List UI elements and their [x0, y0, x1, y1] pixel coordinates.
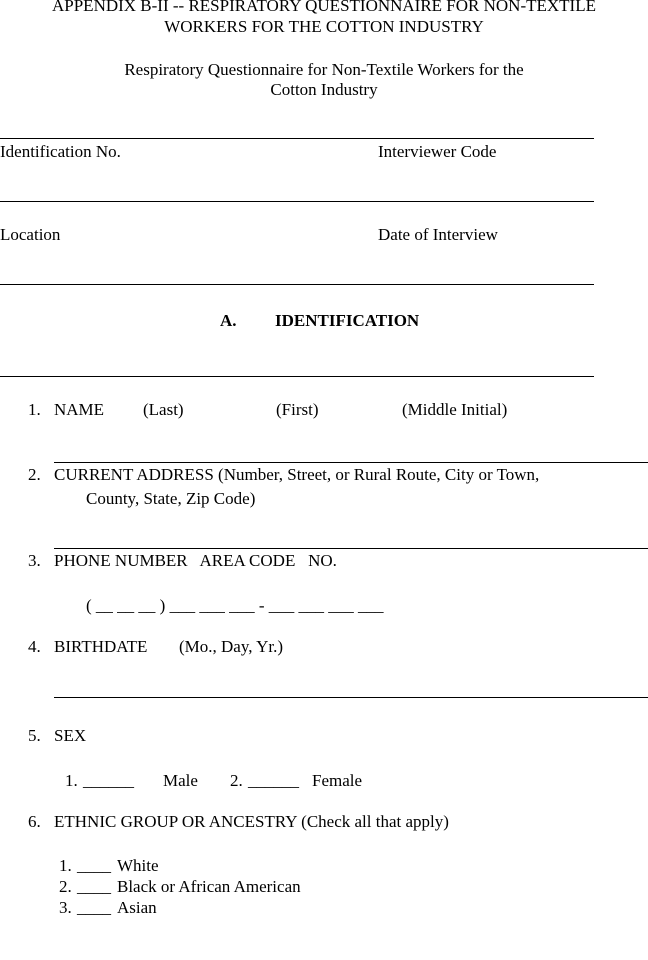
address-answer-line[interactable] [54, 548, 648, 549]
ethnic-option-asian-blank[interactable]: ____ [77, 898, 111, 917]
section-letter: A. [220, 311, 237, 330]
ethnic-option-number: 1. [59, 856, 72, 875]
q3-label: PHONE NUMBER AREA CODE NO. [54, 551, 337, 570]
sex-option-female-label: Female [312, 771, 363, 790]
q6-label: ETHNIC GROUP OR ANCESTRY (Check all that apply) [54, 812, 449, 831]
phone-number-blank[interactable]: ( __ __ __ ) ___ ___ ___ - ___ ___ ___ ___ [86, 596, 384, 615]
interviewer-code-label: Interviewer Code [378, 142, 497, 161]
q1-number: 1. [28, 400, 41, 419]
ethnic-option-asian-label: Asian [117, 898, 157, 917]
sex-option-male-blank[interactable]: ______ [83, 771, 134, 790]
sex-option-male-label: Male [163, 771, 198, 790]
q5-number: 5. [28, 726, 41, 745]
ethnic-option-white-label: White [117, 856, 159, 875]
identification-no-label: Identification No. [0, 142, 121, 161]
appendix-title-line2: WORKERS FOR THE COTTON INDUSTRY [164, 17, 484, 36]
location-line[interactable] [0, 201, 594, 202]
ethnic-option-number: 3. [59, 898, 72, 917]
q4-number: 4. [28, 637, 41, 656]
q2-number: 2. [28, 465, 41, 484]
q1-label: NAME [54, 400, 105, 419]
ethnic-option-black-blank[interactable]: ____ [77, 877, 111, 896]
identification-line[interactable] [0, 138, 594, 139]
q1-first: (First) [276, 400, 319, 419]
ethnic-option-number: 2. [59, 877, 72, 896]
q4-format: (Mo., Day, Yr.) [179, 637, 284, 656]
q2-label-line2: County, State, Zip Code) [86, 489, 256, 508]
ethnic-option-white-blank[interactable]: ____ [77, 856, 111, 875]
q1-middle: (Middle Initial) [402, 400, 508, 419]
sex-option-female-blank[interactable]: ______ [248, 771, 299, 790]
subtitle-line2: Cotton Industry [270, 80, 378, 99]
q4-label: BIRTHDATE [54, 637, 148, 656]
q6-number: 6. [28, 812, 41, 831]
q1-last: (Last) [143, 400, 184, 419]
section-a-line[interactable] [0, 376, 594, 377]
q5-label: SEX [54, 726, 87, 745]
sex-option-1-number: 1. [65, 771, 78, 790]
q3-number: 3. [28, 551, 41, 570]
ethnic-option-black-label: Black or African American [117, 877, 301, 896]
name-answer-line[interactable] [54, 462, 648, 463]
q2-label-line1: CURRENT ADDRESS (Number, Street, or Rural Route, City or Town, [54, 465, 540, 484]
subtitle-line1: Respiratory Questionnaire for Non-Textile Workers for the [124, 60, 524, 79]
section-title: IDENTIFICATION [275, 311, 420, 330]
sex-option-2-number: 2. [230, 771, 243, 790]
birthdate-answer-line[interactable] [54, 697, 648, 698]
date-of-interview-label: Date of Interview [378, 225, 498, 244]
section-divider [0, 284, 594, 285]
appendix-title-line1: APPENDIX B-II -- RESPIRATORY QUESTIONNAIRE FOR NON-TEXTILE [52, 0, 596, 15]
location-label: Location [0, 225, 61, 244]
